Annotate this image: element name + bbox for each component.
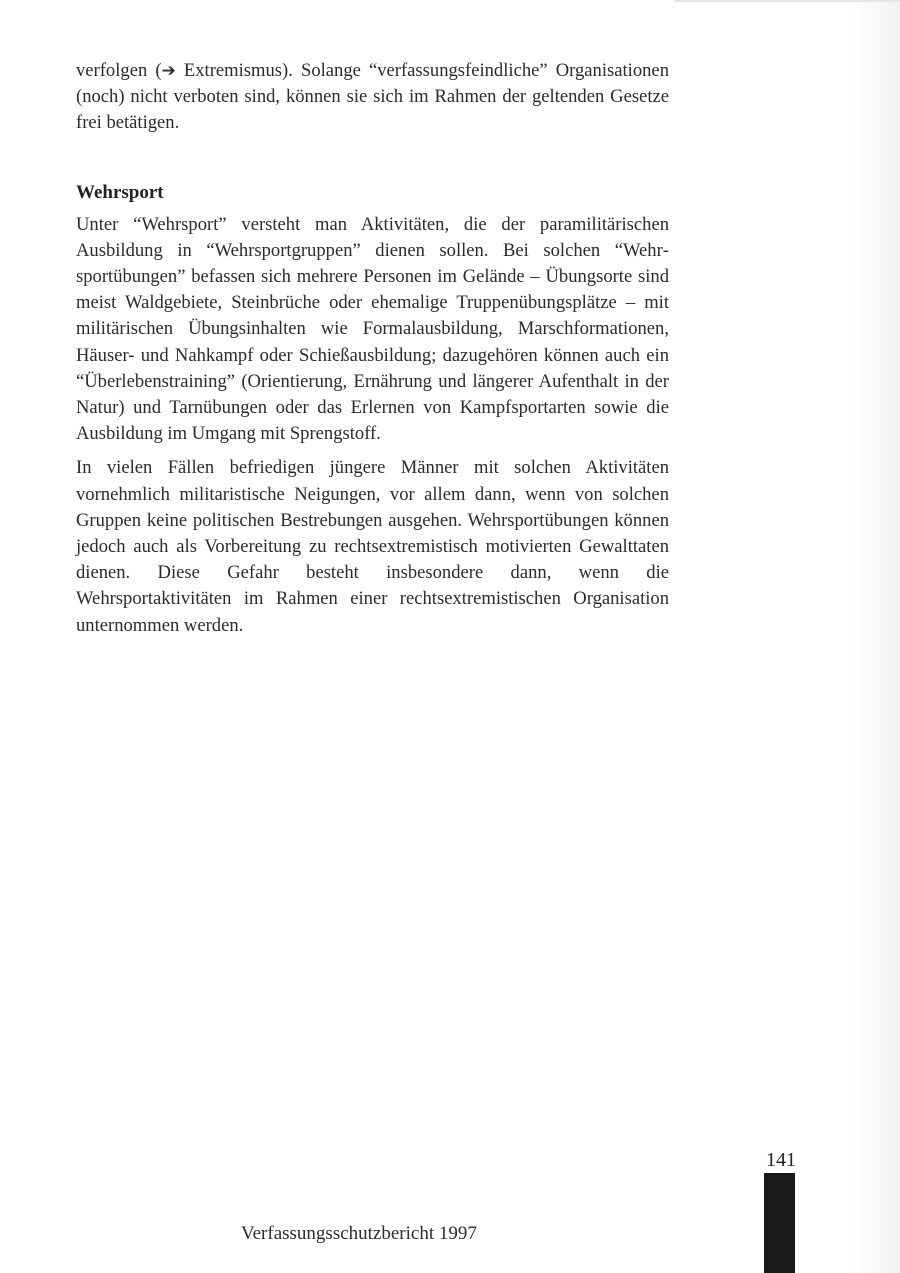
intro-text-start: verfolgen (: [76, 60, 162, 81]
intro-text-end: Extremismus). Solange “verfassungsfeindliche” Organisationen (noch) nicht verboten sind, können sie sich im Rahmen der geltenden Gesetze frei betätigen.: [76, 60, 669, 134]
section-paragraph-1: Unter “Wehrsport” versteht man Aktivitäten, die der paramilitärischen Ausbildung in “Wehrsportgruppen” dienen sollen. Bei solchen “Wehrsportübungen” befassen sich mehrere Personen im Gelände – Übungsorte sind meist Waldgebiete, Steinbrüche oder ehemalige Truppenübungsplätze – mit militärischen Übungsinhalten wie Formalausbildung, Marschformationen, Häuser- und Nahkampf oder Schießausbildung; dazugehören können auch ein “Überlebenstraining” (Orientierung, Ernährung und längerer Aufenthalt in der Natur) und Tarnübungen oder das Erlernen von Kampfsportarten sowie die Ausbildung im Umgang mit Sprengstoff.: [76, 213, 669, 445]
section-paragraph-2: In vielen Fällen befriedigen jüngere Männer mit solchen Aktivitäten vornehmlich militaristische Neigungen, vor allem dann, wenn von solchen Gruppen keine politischen Bestrebungen ausgehen. Wehrsportübungen können jedoch auch als Vorbereitung zu rechtsextremistisch motivierten Gewalttaten dienen. Diese Gefahr besteht insbesondere dann, wenn die Wehrsportaktivitäten im Rahmen einer rechtsextremistischen Organisation unternommen werden.: [76, 457, 669, 636]
footer-publication-title: Verfassungsschutzbericht 1997: [241, 1223, 477, 1244]
section-heading: Wehrsport: [76, 181, 164, 203]
page-number: 141: [766, 1149, 796, 1171]
arrow-right-icon: ➔: [161, 61, 176, 81]
scan-top-rule: [675, 0, 900, 2]
intro-paragraph: [76, 58, 669, 137]
page-body: [76, 58, 669, 639]
page-edge-shadow: [852, 0, 900, 1273]
thumb-index-bar: [764, 1173, 795, 1273]
